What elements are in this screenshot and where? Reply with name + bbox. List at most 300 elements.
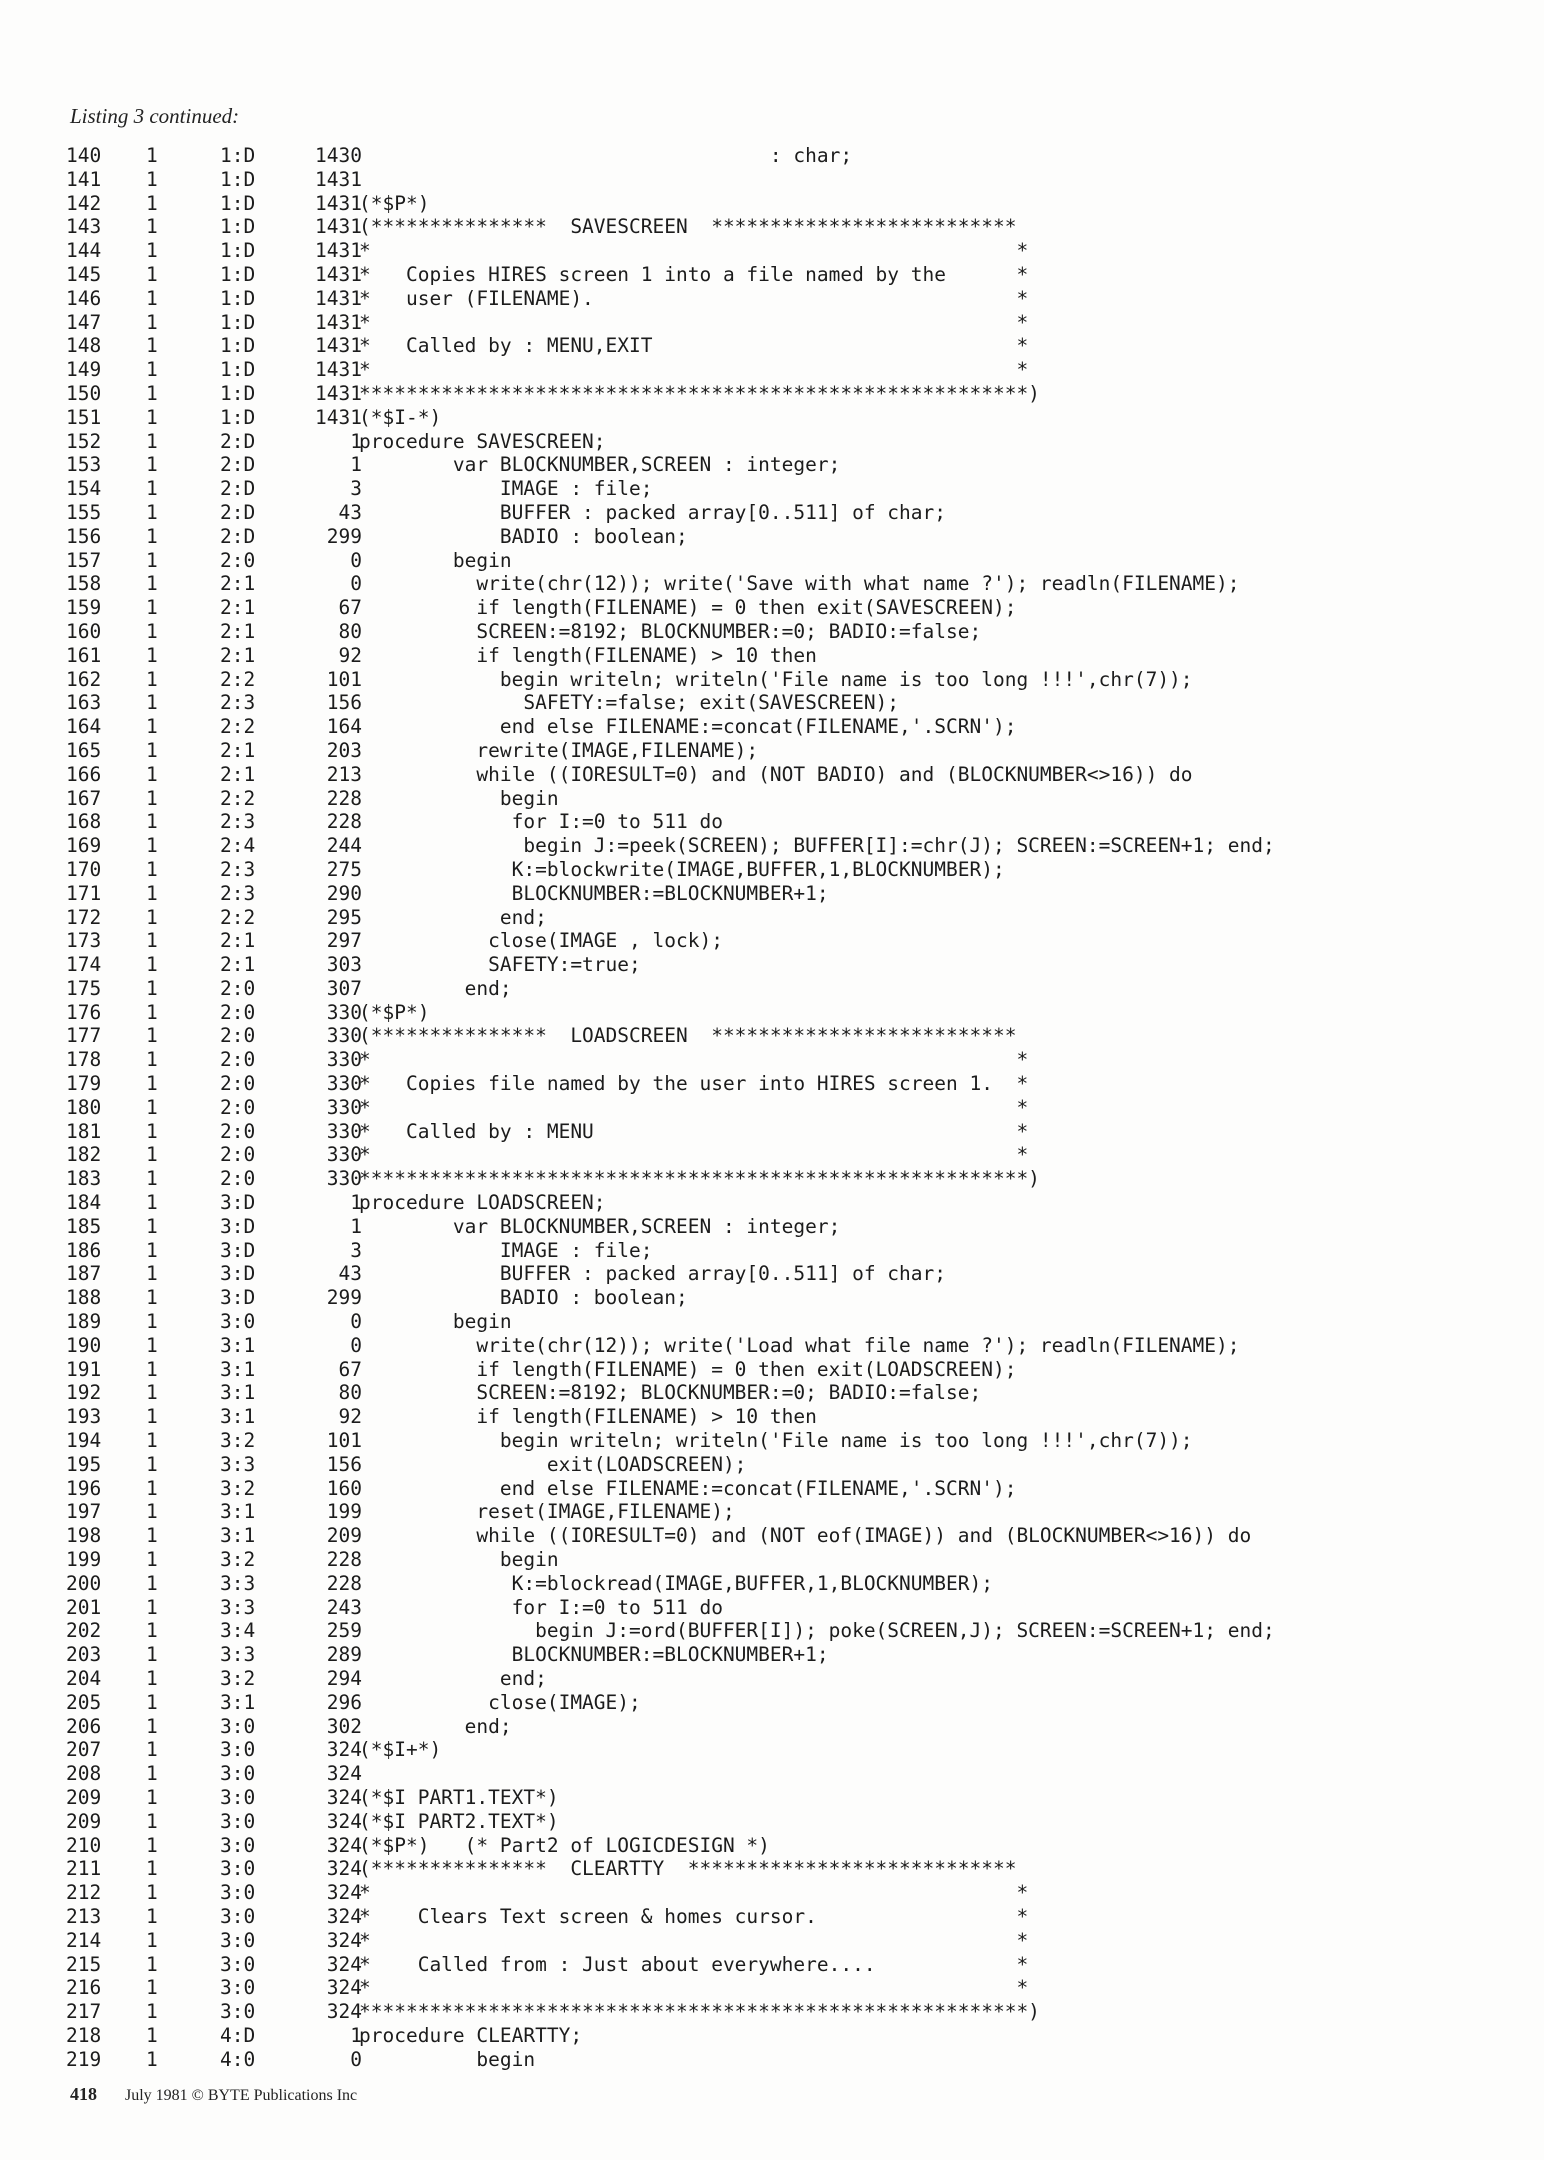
- lex-level: 1: [146, 1357, 158, 1381]
- listing-line: [66, 239, 1526, 263]
- pcode-offset: 80: [338, 619, 362, 643]
- line-number: 205: [66, 1690, 102, 1714]
- lex-level: 1: [146, 215, 158, 239]
- nesting-level: 3:2: [220, 1548, 256, 1572]
- listing-line: [66, 287, 1526, 311]
- listing-line: [66, 1143, 1526, 1167]
- nesting-level: 2:3: [220, 857, 256, 881]
- code-text: (*************** SAVESCREEN **************************: [359, 215, 1017, 239]
- line-number: 153: [66, 453, 102, 477]
- pcode-offset: 160: [326, 1476, 362, 1500]
- nesting-level: 2:3: [220, 691, 256, 715]
- lex-level: 1: [146, 1667, 158, 1690]
- pcode-offset: 307: [326, 976, 362, 1000]
- code-text: * Clears Text screen & homes cursor. *: [359, 1904, 1029, 1928]
- listing-line: [66, 1286, 1526, 1310]
- line-number: 188: [66, 1286, 102, 1310]
- pcode-offset: 1431: [315, 215, 362, 239]
- nesting-level: 4:0: [220, 2047, 256, 2071]
- pcode-offset: 1: [350, 1214, 362, 1238]
- lex-level: 1: [146, 1333, 158, 1357]
- pcode-offset: 294: [326, 1667, 362, 1690]
- pcode-offset: 1431: [315, 381, 362, 405]
- pcode-offset: 1431: [315, 358, 362, 382]
- nesting-level: 2:2: [220, 667, 256, 691]
- pcode-offset: 324: [326, 1833, 362, 1857]
- line-number: 141: [66, 167, 102, 191]
- pcode-offset: 101: [326, 667, 362, 691]
- nesting-level: 2:0: [220, 1024, 256, 1048]
- page-number: 418: [70, 2084, 97, 2104]
- line-number: 173: [66, 929, 102, 953]
- lex-level: 1: [146, 1000, 158, 1024]
- lex-level: 1: [146, 1214, 158, 1238]
- nesting-level: 1:D: [220, 215, 256, 239]
- code-text: var BLOCKNUMBER,SCREEN : integer;: [359, 453, 841, 477]
- listing-line: [66, 1215, 1526, 1239]
- nesting-level: 3:0: [220, 1881, 256, 1905]
- code-text: BUFFER : packed array[0..511] of char;: [359, 500, 946, 524]
- pcode-offset: 1431: [315, 286, 362, 310]
- pcode-offset: 330: [326, 1000, 362, 1024]
- line-number: 211: [66, 1857, 102, 1881]
- line-number: 192: [66, 1381, 102, 1405]
- code-text: if length(FILENAME) > 10 then: [359, 643, 817, 667]
- code-text: begin: [359, 2047, 536, 2071]
- code-listing: [66, 144, 1526, 2072]
- pcode-offset: 324: [326, 1928, 362, 1952]
- lex-level: 1: [146, 619, 158, 643]
- pcode-offset: 324: [326, 2000, 362, 2024]
- code-text: end;: [359, 905, 547, 929]
- code-text: for I:=0 to 511 do: [359, 810, 723, 834]
- pcode-offset: 80: [338, 1381, 362, 1405]
- lex-level: 1: [146, 572, 158, 596]
- line-number: 140: [66, 144, 102, 167]
- pcode-offset: 296: [326, 1690, 362, 1714]
- line-number: 180: [66, 1095, 102, 1119]
- line-number: 177: [66, 1024, 102, 1048]
- lex-level: 1: [146, 548, 158, 572]
- lex-level: 1: [146, 1976, 158, 2000]
- lex-level: 1: [146, 1072, 158, 1096]
- line-number: 212: [66, 1881, 102, 1905]
- lex-level: 1: [146, 429, 158, 453]
- nesting-level: 3:1: [220, 1500, 256, 1524]
- line-number: 217: [66, 2000, 102, 2024]
- listing-line: [66, 1738, 1526, 1762]
- code-text: write(chr(12)); write('Load what file name ?'); readln(FILENAME);: [359, 1333, 1240, 1357]
- nesting-level: 2:D: [220, 500, 256, 524]
- code-text: BADIO : boolean;: [359, 1286, 688, 1310]
- nesting-level: 2:3: [220, 810, 256, 834]
- lex-level: 1: [146, 1238, 158, 1262]
- lex-level: 1: [146, 1048, 158, 1072]
- nesting-level: 3:3: [220, 1571, 256, 1595]
- lex-level: 1: [146, 762, 158, 786]
- publication-credit: July 1981 © BYTE Publications Inc: [125, 2087, 358, 2104]
- code-text: begin: [359, 1548, 559, 1572]
- lex-level: 1: [146, 453, 158, 477]
- listing-line: [66, 1096, 1526, 1120]
- listing-line: [66, 1976, 1526, 2000]
- pcode-offset: 1431: [315, 167, 362, 191]
- nesting-level: 1:D: [220, 167, 256, 191]
- nesting-level: 3:0: [220, 1310, 256, 1334]
- code-text: * *: [359, 1048, 1029, 1072]
- listing-line: [66, 549, 1526, 573]
- nesting-level: 1:D: [220, 334, 256, 358]
- listing-line: [66, 858, 1526, 882]
- nesting-level: 3:0: [220, 1976, 256, 2000]
- line-number: 161: [66, 643, 102, 667]
- nesting-level: 2:D: [220, 453, 256, 477]
- lex-level: 1: [146, 405, 158, 429]
- lex-level: 1: [146, 1476, 158, 1500]
- listing-line: [66, 1524, 1526, 1548]
- line-number: 181: [66, 1119, 102, 1143]
- line-number: 176: [66, 1000, 102, 1024]
- line-number: 155: [66, 500, 102, 524]
- lex-level: 1: [146, 1548, 158, 1572]
- listing-line: [66, 192, 1526, 216]
- lex-level: 1: [146, 1904, 158, 1928]
- listing-line: [66, 668, 1526, 692]
- listing-line: [66, 2024, 1526, 2048]
- nesting-level: 3:1: [220, 1333, 256, 1357]
- pcode-offset: 1431: [315, 191, 362, 215]
- listing-line: [66, 1715, 1526, 1739]
- code-text: rewrite(IMAGE,FILENAME);: [359, 738, 759, 762]
- nesting-level: 3:0: [220, 1904, 256, 1928]
- nesting-level: 3:0: [220, 2000, 256, 2024]
- line-number: 179: [66, 1072, 102, 1096]
- pcode-offset: 324: [326, 1785, 362, 1809]
- pcode-offset: 302: [326, 1714, 362, 1738]
- line-number: 150: [66, 381, 102, 405]
- lex-level: 1: [146, 1595, 158, 1619]
- code-text: SCREEN:=8192; BLOCKNUMBER:=0; BADIO:=false;: [359, 619, 982, 643]
- code-text: K:=blockwrite(IMAGE,BUFFER,1,BLOCKNUMBER);: [359, 857, 1005, 881]
- nesting-level: 2:1: [220, 596, 256, 620]
- line-number: 207: [66, 1738, 102, 1762]
- listing-line: [66, 953, 1526, 977]
- nesting-level: 3:2: [220, 1429, 256, 1453]
- line-number: 146: [66, 286, 102, 310]
- listing-line: [66, 882, 1526, 906]
- code-text: * *: [359, 358, 1029, 382]
- line-number: 219: [66, 2047, 102, 2071]
- code-text: (*$I PART2.TEXT*): [359, 1809, 559, 1833]
- lex-level: 1: [146, 191, 158, 215]
- code-text: begin: [359, 1310, 512, 1334]
- listing-line: [66, 1857, 1526, 1881]
- lex-level: 1: [146, 1571, 158, 1595]
- nesting-level: 2:0: [220, 1119, 256, 1143]
- pcode-offset: 156: [326, 1452, 362, 1476]
- line-number: 209: [66, 1809, 102, 1833]
- listing-line: [66, 1596, 1526, 1620]
- nesting-level: 3:0: [220, 1952, 256, 1976]
- listing-line: [66, 144, 1526, 168]
- nesting-level: 2:0: [220, 1143, 256, 1167]
- listing-line: [66, 1500, 1526, 1524]
- line-number: 197: [66, 1500, 102, 1524]
- pcode-offset: 1431: [315, 310, 362, 334]
- lex-level: 1: [146, 239, 158, 263]
- line-number: 171: [66, 881, 102, 905]
- line-number: 194: [66, 1429, 102, 1453]
- code-text: BLOCKNUMBER:=BLOCKNUMBER+1;: [359, 1643, 829, 1667]
- nesting-level: 3:1: [220, 1357, 256, 1381]
- code-text: : char;: [359, 144, 853, 167]
- code-text: begin J:=peek(SCREEN); BUFFER[I]:=chr(J); SCREEN:=SCREEN+1; end;: [359, 834, 1275, 858]
- line-number: 209: [66, 1785, 102, 1809]
- nesting-level: 2:0: [220, 976, 256, 1000]
- lex-level: 1: [146, 2047, 158, 2071]
- line-number: 216: [66, 1976, 102, 2000]
- lex-level: 1: [146, 1452, 158, 1476]
- lex-level: 1: [146, 358, 158, 382]
- pcode-offset: 1: [350, 453, 362, 477]
- listing-line: [66, 596, 1526, 620]
- lex-level: 1: [146, 1500, 158, 1524]
- listing-caption: Listing 3 continued:: [70, 104, 240, 128]
- pcode-offset: 297: [326, 929, 362, 953]
- listing-line: [66, 1881, 1526, 1905]
- lex-level: 1: [146, 381, 158, 405]
- code-text: *********************************************************): [359, 1167, 1040, 1191]
- line-number: 183: [66, 1167, 102, 1191]
- nesting-level: 3:1: [220, 1690, 256, 1714]
- listing-line: [66, 1048, 1526, 1072]
- nesting-level: 2:0: [220, 1167, 256, 1191]
- lex-level: 1: [146, 1833, 158, 1857]
- pcode-offset: 330: [326, 1143, 362, 1167]
- listing-line: [66, 477, 1526, 501]
- nesting-level: 3:1: [220, 1405, 256, 1429]
- nesting-level: 3:D: [220, 1191, 256, 1215]
- line-number: 185: [66, 1214, 102, 1238]
- line-number: 200: [66, 1571, 102, 1595]
- listing-line: [66, 1572, 1526, 1596]
- pcode-offset: 299: [326, 1286, 362, 1310]
- line-number: 204: [66, 1667, 102, 1690]
- code-text: close(IMAGE , lock);: [359, 929, 723, 953]
- code-text: * *: [359, 1976, 1029, 2000]
- pcode-offset: 101: [326, 1429, 362, 1453]
- pcode-offset: 43: [338, 500, 362, 524]
- nesting-level: 2:2: [220, 715, 256, 739]
- nesting-level: 3:0: [220, 1928, 256, 1952]
- lex-level: 1: [146, 477, 158, 501]
- listing-line: [66, 430, 1526, 454]
- nesting-level: 3:0: [220, 1714, 256, 1738]
- pcode-offset: 164: [326, 715, 362, 739]
- code-text: (*$I+*): [359, 1738, 442, 1762]
- line-number: 157: [66, 548, 102, 572]
- code-text: begin writeln; writeln('File name is too long !!!',chr(7));: [359, 667, 1193, 691]
- listing-line: [66, 739, 1526, 763]
- line-number: 156: [66, 524, 102, 548]
- lex-level: 1: [146, 1619, 158, 1643]
- line-number: 166: [66, 762, 102, 786]
- lex-level: 1: [146, 1119, 158, 1143]
- code-text: * *: [359, 239, 1029, 263]
- listing-line: [66, 1453, 1526, 1477]
- code-text: * *: [359, 310, 1029, 334]
- lex-level: 1: [146, 262, 158, 286]
- lex-level: 1: [146, 1952, 158, 1976]
- code-text: while ((IORESULT=0) and (NOT eof(IMAGE)) and (BLOCKNUMBER<>16)) do: [359, 1524, 1252, 1548]
- code-text: end else FILENAME:=concat(FILENAME,'.SCRN');: [359, 1476, 1017, 1500]
- line-number: 152: [66, 429, 102, 453]
- line-number: 203: [66, 1643, 102, 1667]
- listing-line: [66, 1929, 1526, 1953]
- line-number: 178: [66, 1048, 102, 1072]
- listing-line: [66, 1024, 1526, 1048]
- line-number: 154: [66, 477, 102, 501]
- listing-line: [66, 810, 1526, 834]
- line-number: 167: [66, 786, 102, 810]
- lex-level: 1: [146, 1405, 158, 1429]
- code-text: if length(FILENAME) > 10 then: [359, 1405, 817, 1429]
- code-text: * *: [359, 1881, 1029, 1905]
- listing-line: [66, 1167, 1526, 1191]
- pcode-offset: 199: [326, 1500, 362, 1524]
- lex-level: 1: [146, 1928, 158, 1952]
- pcode-offset: 1431: [315, 239, 362, 263]
- code-text: end;: [359, 1714, 512, 1738]
- pcode-offset: 275: [326, 857, 362, 881]
- nesting-level: 2:0: [220, 1072, 256, 1096]
- nesting-level: 2:3: [220, 881, 256, 905]
- nesting-level: 2:1: [220, 572, 256, 596]
- lex-level: 1: [146, 905, 158, 929]
- listing-line: [66, 691, 1526, 715]
- line-number: 174: [66, 953, 102, 977]
- pcode-offset: 1: [350, 2023, 362, 2047]
- listing-line: [66, 382, 1526, 406]
- pcode-offset: 243: [326, 1595, 362, 1619]
- listing-line: [66, 358, 1526, 382]
- code-text: * Called by : MENU,EXIT *: [359, 334, 1029, 358]
- code-text: SCREEN:=8192; BLOCKNUMBER:=0; BADIO:=false;: [359, 1381, 982, 1405]
- pcode-offset: 0: [350, 572, 362, 596]
- lex-level: 1: [146, 810, 158, 834]
- nesting-level: 1:D: [220, 381, 256, 405]
- listing-line: [66, 334, 1526, 358]
- lex-level: 1: [146, 738, 158, 762]
- nesting-level: 3:0: [220, 1857, 256, 1881]
- line-number: 144: [66, 239, 102, 263]
- listing-line: [66, 525, 1526, 549]
- line-number: 159: [66, 596, 102, 620]
- line-number: 199: [66, 1548, 102, 1572]
- listing-line: [66, 1072, 1526, 1096]
- lex-level: 1: [146, 1429, 158, 1453]
- code-text: (*************** CLEARTTY ****************************: [359, 1857, 1017, 1881]
- nesting-level: 1:D: [220, 144, 256, 167]
- pcode-offset: 299: [326, 524, 362, 548]
- listing-line: [66, 263, 1526, 287]
- pcode-offset: 228: [326, 810, 362, 834]
- nesting-level: 1:D: [220, 262, 256, 286]
- lex-level: 1: [146, 643, 158, 667]
- code-text: end else FILENAME:=concat(FILENAME,'.SCRN');: [359, 715, 1017, 739]
- lex-level: 1: [146, 2023, 158, 2047]
- line-number: 198: [66, 1524, 102, 1548]
- listing-line: [66, 1953, 1526, 1977]
- listing-line: [66, 1262, 1526, 1286]
- lex-level: 1: [146, 1857, 158, 1881]
- code-text: SAFETY:=true;: [359, 953, 641, 977]
- line-number: 160: [66, 619, 102, 643]
- listing-line: [66, 1405, 1526, 1429]
- line-number: 208: [66, 1762, 102, 1786]
- pcode-offset: 324: [326, 1976, 362, 2000]
- nesting-level: 3:1: [220, 1524, 256, 1548]
- code-text: (*$I PART1.TEXT*): [359, 1785, 559, 1809]
- pcode-offset: 1430: [315, 144, 362, 167]
- pcode-offset: 324: [326, 1762, 362, 1786]
- listing-line: [66, 1905, 1526, 1929]
- nesting-level: 3:D: [220, 1262, 256, 1286]
- listing-line: [66, 501, 1526, 525]
- listing-line: [66, 834, 1526, 858]
- nesting-level: 3:0: [220, 1785, 256, 1809]
- line-number: 182: [66, 1143, 102, 1167]
- pcode-offset: 290: [326, 881, 362, 905]
- line-number: 175: [66, 976, 102, 1000]
- line-number: 148: [66, 334, 102, 358]
- listing-line: [66, 644, 1526, 668]
- lex-level: 1: [146, 524, 158, 548]
- code-text: end;: [359, 976, 512, 1000]
- nesting-level: 2:0: [220, 1095, 256, 1119]
- line-number: 184: [66, 1191, 102, 1215]
- pcode-offset: 203: [326, 738, 362, 762]
- listing-line: [66, 620, 1526, 644]
- pcode-offset: 1431: [315, 262, 362, 286]
- nesting-level: 3:0: [220, 1738, 256, 1762]
- line-number: 190: [66, 1333, 102, 1357]
- pcode-offset: 330: [326, 1024, 362, 1048]
- code-text: * Copies file named by the user into HIRES screen 1. *: [359, 1072, 1029, 1096]
- lex-level: 1: [146, 310, 158, 334]
- code-text: begin J:=ord(BUFFER[I]); poke(SCREEN,J); SCREEN:=SCREEN+1; end;: [359, 1619, 1275, 1643]
- line-number: 186: [66, 1238, 102, 1262]
- line-number: 147: [66, 310, 102, 334]
- pcode-offset: 3: [350, 1238, 362, 1262]
- nesting-level: 3:3: [220, 1595, 256, 1619]
- listing-line: [66, 1762, 1526, 1786]
- listing-line: [66, 787, 1526, 811]
- pcode-offset: 213: [326, 762, 362, 786]
- lex-level: 1: [146, 786, 158, 810]
- lex-level: 1: [146, 596, 158, 620]
- pcode-offset: 330: [326, 1072, 362, 1096]
- lex-level: 1: [146, 334, 158, 358]
- line-number: 193: [66, 1405, 102, 1429]
- lex-level: 1: [146, 1738, 158, 1762]
- line-number: 170: [66, 857, 102, 881]
- pcode-offset: 295: [326, 905, 362, 929]
- listing-line: [66, 763, 1526, 787]
- pcode-offset: 1: [350, 1191, 362, 1215]
- listing-line: [66, 311, 1526, 335]
- code-text: BADIO : boolean;: [359, 524, 688, 548]
